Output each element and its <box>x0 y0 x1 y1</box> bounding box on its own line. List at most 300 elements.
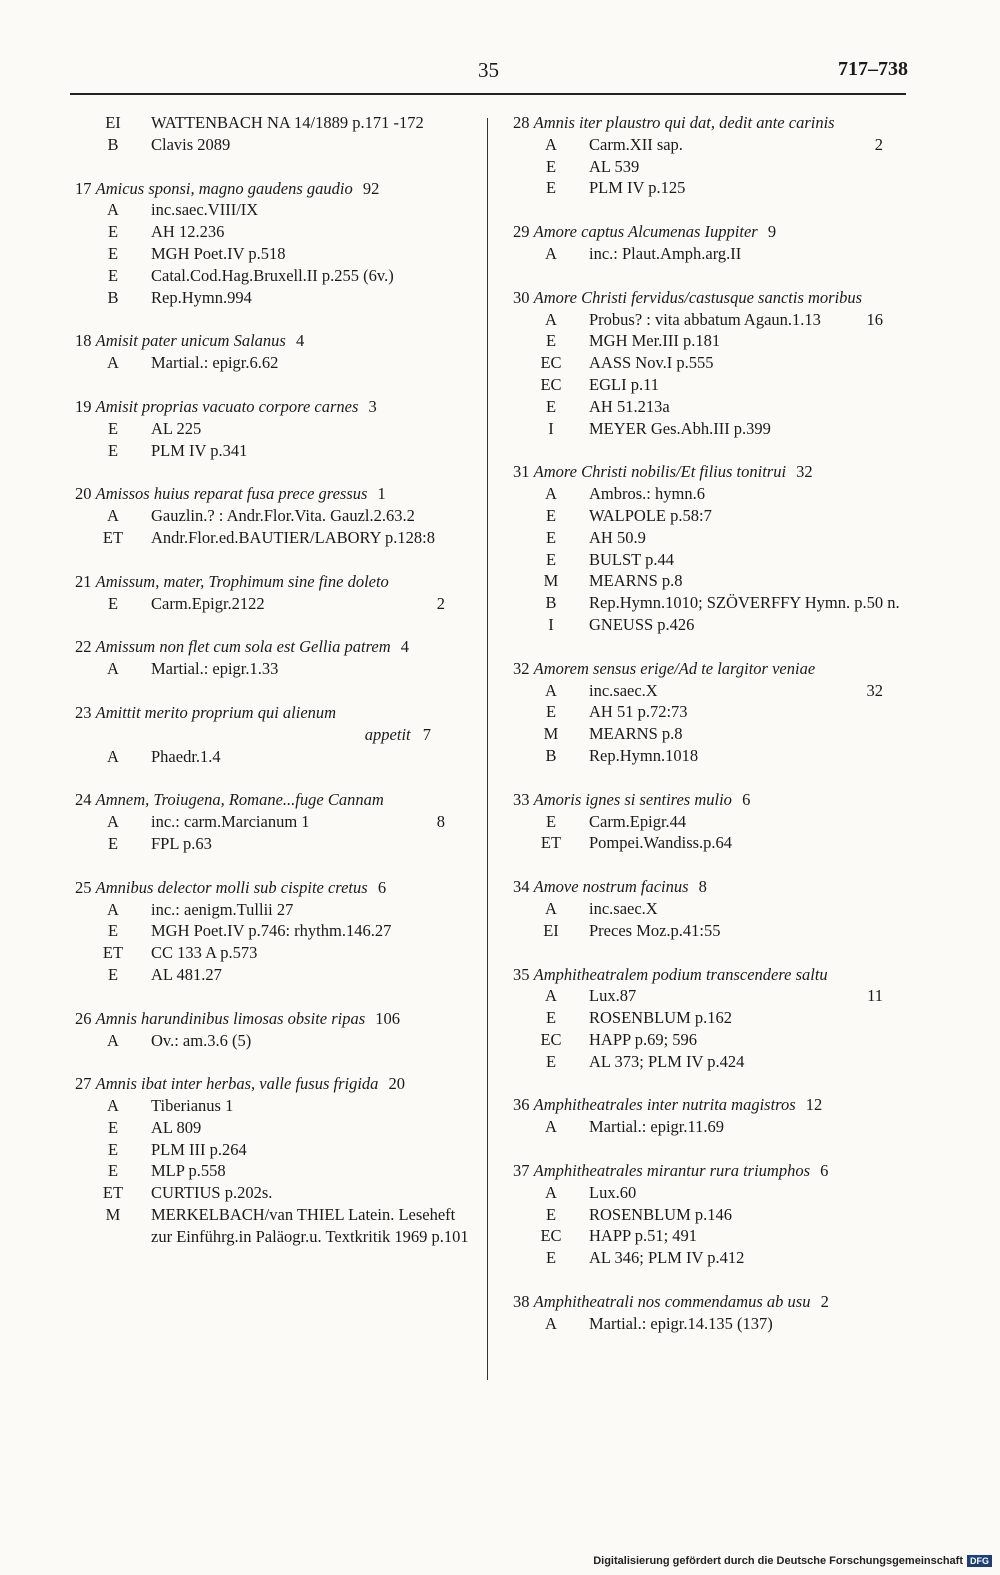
verse-count: 2 <box>874 134 883 154</box>
reference-row <box>513 330 913 352</box>
reference-row <box>513 898 913 920</box>
entry-incipit: Amphitheatrales inter nutrita magistros <box>533 1095 796 1115</box>
reference-row <box>513 614 913 636</box>
reference-row <box>513 832 913 854</box>
entry-number: 25 <box>75 877 92 897</box>
reference-row <box>513 1225 913 1247</box>
source-code: A <box>545 680 557 700</box>
entry-incipit: Amisit proprias vacuato corpore carnes <box>95 396 359 416</box>
entry-incipit: Amphitheatrali nos commendamus ab usu <box>533 1292 811 1312</box>
index-entry <box>513 964 913 1073</box>
entry-number: 26 <box>75 1008 92 1028</box>
reference-text: AL 539 <box>589 156 640 176</box>
entry-heading <box>75 178 475 200</box>
header-rule <box>70 93 906 95</box>
index-entry <box>513 1160 913 1269</box>
entry-heading <box>75 571 475 593</box>
entry-number: 18 <box>75 331 92 351</box>
entry-heading <box>513 221 913 243</box>
dfg-logo: DFG <box>967 1555 992 1567</box>
source-code: E <box>545 178 557 198</box>
entry-incipit: Amicus sponsi, magno gaudens gaudio <box>95 178 353 198</box>
verse-count: 92 <box>362 178 380 198</box>
reference-text: AH 51 p.72:73 <box>589 702 688 722</box>
entry-heading <box>75 789 475 811</box>
source-code: A <box>545 898 557 918</box>
reference-text: inc.: Plaut.Amph.arg.II <box>589 243 742 263</box>
entry-number: 24 <box>75 790 92 810</box>
reference-text: Clavis 2089 <box>151 134 231 154</box>
reference-text: inc.saec.X <box>589 680 658 700</box>
reference-text: inc.: carm.Marcianum 1 <box>151 812 310 832</box>
entry-number: 30 <box>513 287 530 307</box>
verse-count: 2 <box>436 593 445 613</box>
verse-count: 2 <box>820 1292 829 1312</box>
reference-text: ROSENBLUM p.162 <box>589 1008 733 1028</box>
index-entry <box>75 178 475 309</box>
source-code: A <box>545 1313 557 1333</box>
reference-text: Tiberianus 1 <box>151 1096 234 1116</box>
reference-text: MEYER Ges.Abh.III p.399 <box>589 418 771 438</box>
index-entry <box>75 1073 475 1247</box>
reference-text: Catal.Cod.Hag.Bruxell.II p.255 (6v.) <box>151 265 394 285</box>
reference-text: AL 225 <box>151 418 202 438</box>
reference-row <box>75 134 475 156</box>
source-code: E <box>545 396 557 416</box>
source-code: A <box>107 746 119 766</box>
entry-heading <box>513 789 913 811</box>
entry-heading <box>513 964 913 986</box>
reference-text: GNEUSS p.426 <box>589 614 695 634</box>
reference-row <box>75 199 475 221</box>
entry-incipit: Amissum, mater, Trophimum sine fine doleto <box>95 571 389 591</box>
entry-number: 17 <box>75 178 92 198</box>
source-code: ET <box>102 943 124 963</box>
reference-row <box>75 1160 475 1182</box>
index-entry <box>75 636 475 680</box>
source-code: E <box>545 702 557 722</box>
verse-count: 32 <box>796 462 813 482</box>
reference-row <box>513 549 913 571</box>
entry-number: 34 <box>513 877 530 897</box>
source-code: A <box>545 309 557 329</box>
reference-row <box>513 418 913 440</box>
entry-incipit: Amisit pater unicum Salanus <box>95 331 286 351</box>
reference-row <box>75 1182 475 1204</box>
reference-row <box>513 1313 913 1335</box>
entry-heading <box>513 1094 913 1116</box>
source-code: M <box>543 724 559 744</box>
reference-text: MGH Poet.IV p.746: rhythm.146.27 <box>151 921 392 941</box>
reference-text: AH 12.236 <box>151 222 225 242</box>
entry-heading <box>75 483 475 505</box>
reference-row <box>75 1095 475 1117</box>
source-code: E <box>545 1248 557 1268</box>
entry-heading <box>75 330 475 352</box>
verse-count: 8 <box>698 877 707 897</box>
reference-text: Probus? : vita abbatum Agaun.1.13 <box>589 309 821 329</box>
index-entry <box>75 330 475 374</box>
source-code: E <box>107 593 119 613</box>
reference-row <box>75 505 475 527</box>
reference-text: Martial.: epigr.6.62 <box>151 353 279 373</box>
source-code: E <box>107 921 119 941</box>
verse-count: 9 <box>767 222 777 242</box>
source-code: EC <box>540 1226 562 1246</box>
reference-row <box>75 418 475 440</box>
index-entry <box>513 789 913 854</box>
reference-row <box>75 964 475 986</box>
reference-text: Andr.Flor.ed.BAUTIER/LABORY p.128:8 <box>151 527 436 547</box>
index-entry <box>75 571 475 615</box>
entry-number: 38 <box>513 1292 530 1312</box>
reference-text: BULST p.44 <box>589 549 674 569</box>
source-code: E <box>107 1117 119 1137</box>
reference-text: AL 373; PLM IV p.424 <box>589 1051 745 1071</box>
source-code: EC <box>540 353 562 373</box>
reference-row <box>75 833 475 855</box>
source-code: A <box>107 659 119 679</box>
index-entry <box>75 396 475 461</box>
reference-text: HAPP p.69; 596 <box>589 1029 698 1049</box>
reference-row <box>513 985 913 1007</box>
reference-row <box>513 177 913 199</box>
reference-text: AASS Nov.I p.555 <box>589 353 714 373</box>
source-code: ET <box>102 527 124 547</box>
reference-row <box>513 1007 913 1029</box>
reference-text: MGH Mer.III p.181 <box>589 331 721 351</box>
source-code: EC <box>540 374 562 394</box>
reference-text: Martial.: epigr.11.69 <box>589 1117 725 1137</box>
reference-text: WATTENBACH NA 14/1889 p.171 -172 <box>151 113 424 132</box>
footer-text: Digitalisierung gefördert durch die Deutsche Forschungsgemeinschaft <box>593 1555 963 1567</box>
entry-incipit: Amnis ibat inter herbas, valle fusus frigida <box>95 1074 379 1094</box>
verse-count: 8 <box>436 812 445 832</box>
entry-incipit: Amnem, Troiugena, Romane...fuge Cannam <box>95 790 384 810</box>
reference-text: inc.saec.X <box>589 898 658 918</box>
reference-text: Ov.: am.3.6 (5) <box>151 1030 252 1050</box>
source-code: E <box>107 440 119 460</box>
entry-heading <box>513 658 913 680</box>
reference-text: Carm.Epigr.2122 <box>151 593 265 613</box>
entry-incipit: Amove nostrum facinus <box>533 877 689 897</box>
entry-heading <box>75 702 475 724</box>
source-code: A <box>107 899 119 919</box>
verse-count: 3 <box>368 396 377 416</box>
source-code: ET <box>540 833 562 853</box>
reference-row <box>75 658 475 680</box>
reference-row <box>513 483 913 505</box>
source-code: E <box>545 1051 557 1071</box>
reference-text: PLM IV p.125 <box>589 178 686 198</box>
reference-row <box>513 1051 913 1073</box>
reference-row <box>513 811 913 833</box>
reference-row <box>75 811 475 833</box>
reference-text: PLM IV p.341 <box>151 440 248 460</box>
entry-incipit: Amphitheatralem podium transcendere saltu <box>533 964 828 984</box>
source-code: E <box>107 964 119 984</box>
index-entry <box>75 1008 475 1052</box>
entry-incipit: Amorem sensus erige/Ad te largitor veniae <box>533 658 816 678</box>
reference-text: Lux.87 <box>589 986 637 1006</box>
verse-count: 16 <box>866 309 883 329</box>
reference-row <box>75 527 475 549</box>
index-entry <box>513 221 913 265</box>
reference-row <box>75 1030 475 1052</box>
source-code: E <box>107 1161 119 1181</box>
source-code: B <box>545 745 557 765</box>
reference-row <box>513 920 913 942</box>
reference-row <box>513 570 913 592</box>
entry-number: 36 <box>513 1095 530 1115</box>
entry-number: 29 <box>513 222 530 242</box>
source-code: A <box>107 1096 119 1116</box>
reference-row <box>75 942 475 964</box>
reference-text: Rep.Hymn.1010; SZÖVERFFY Hymn. p.50 n. <box>589 593 900 613</box>
entry-incipit: Amittit merito proprium qui alienum <box>95 702 337 722</box>
source-code: A <box>545 986 557 1006</box>
reference-row <box>513 374 913 396</box>
entry-incipit: Amissum non flet cum sola est Gellia patrem <box>95 637 391 657</box>
left-column <box>75 112 475 1270</box>
source-code: I <box>548 614 554 634</box>
source-code: B <box>107 287 119 307</box>
entry-number: 21 <box>75 571 92 591</box>
source-code: A <box>107 1030 119 1050</box>
source-code: E <box>545 811 557 831</box>
verse-count: 20 <box>388 1074 406 1094</box>
entry-incipit: Amnis iter plaustro qui dat, dedit ante carinis <box>533 113 835 132</box>
source-code: B <box>545 593 557 613</box>
source-code: E <box>107 1139 119 1159</box>
index-entry <box>513 112 913 199</box>
reference-text: Preces Moz.p.41:55 <box>589 920 721 940</box>
entry-heading <box>513 287 913 309</box>
verse-count: 1 <box>377 484 386 504</box>
reference-text: Ambros.: hymn.6 <box>589 484 705 504</box>
verse-count: 6 <box>820 1161 829 1181</box>
reference-row <box>75 1204 475 1248</box>
reference-row <box>513 1116 913 1138</box>
reference-row <box>513 352 913 374</box>
entry-heading <box>513 876 913 898</box>
reference-text: CURTIUS p.202s. <box>151 1183 273 1203</box>
entry-number: 33 <box>513 789 530 809</box>
index-entry <box>513 876 913 941</box>
source-code: E <box>545 527 557 547</box>
reference-row <box>513 243 913 265</box>
reference-text: CC 133 A p.573 <box>151 943 258 963</box>
reference-text: MGH Poet.IV p.518 <box>151 243 286 263</box>
source-code: ET <box>102 1183 124 1203</box>
entry-heading <box>75 1008 475 1030</box>
reference-text: PLM III p.264 <box>151 1139 247 1159</box>
reference-text: AL 809 <box>151 1117 202 1137</box>
reference-text: HAPP p.51; 491 <box>589 1226 698 1246</box>
reference-text: AL 346; PLM IV p.412 <box>589 1248 745 1268</box>
reference-row <box>513 527 913 549</box>
source-code: A <box>545 1182 557 1202</box>
source-code: A <box>107 200 119 220</box>
reference-text: Pompei.Wandiss.p.64 <box>589 833 733 853</box>
reference-row <box>513 1182 913 1204</box>
reference-row <box>75 746 475 768</box>
source-code: E <box>107 418 119 438</box>
source-code: E <box>545 1204 557 1224</box>
reference-row <box>75 112 475 134</box>
index-entry <box>75 483 475 548</box>
source-code: E <box>545 156 557 176</box>
entry-heading <box>513 1160 913 1182</box>
reference-row <box>513 396 913 418</box>
entry-heading <box>513 1291 913 1313</box>
reference-row <box>513 156 913 178</box>
entry-incipit: Amissos huius reparat fusa prece gressus <box>95 484 368 504</box>
entry-number: 22 <box>75 637 92 657</box>
entry-incipit: Amore Christi fervidus/castusque sanctis moribus <box>533 287 863 307</box>
incipit-continuation: appetit <box>364 724 411 744</box>
entry-heading <box>75 636 475 658</box>
entry-heading <box>75 1073 475 1095</box>
entry-number: 35 <box>513 964 530 984</box>
reference-text: Lux.60 <box>589 1182 637 1202</box>
reference-row <box>75 352 475 374</box>
reference-text: Carm.Epigr.44 <box>589 811 687 831</box>
source-code: I <box>548 418 554 438</box>
reference-row <box>513 680 913 702</box>
source-code: A <box>545 1117 557 1137</box>
source-code: E <box>545 331 557 351</box>
reference-row <box>75 920 475 942</box>
source-code: E <box>107 265 119 285</box>
reference-text: Martial.: epigr.14.135 (137) <box>589 1313 773 1333</box>
source-code: EC <box>540 1029 562 1049</box>
index-entry <box>75 112 475 156</box>
index-entry <box>513 658 913 767</box>
entry-number: 19 <box>75 396 92 416</box>
verse-count: 6 <box>377 877 387 897</box>
verse-count: 4 <box>295 331 305 351</box>
source-code: A <box>545 243 557 263</box>
reference-text: inc.: aenigm.Tullii 27 <box>151 899 294 919</box>
entry-incipit: Amnibus delector molli sub cispite cretus <box>95 877 368 897</box>
right-column <box>513 112 913 1357</box>
entry-incipit: Amnis harundinibus limosas obsite ripas <box>95 1008 366 1028</box>
source-code: B <box>107 134 119 154</box>
index-entry <box>75 877 475 986</box>
reference-row <box>513 134 913 156</box>
source-code: E <box>545 549 557 569</box>
reference-text: Martial.: epigr.1.33 <box>151 659 279 679</box>
reference-text: WALPOLE p.58:7 <box>589 505 712 525</box>
source-code: E <box>107 222 119 242</box>
reference-text: MERKELBACH/van THIEL Latein. Leseheft zur Einführg.in Paläogr.u. Textkritik 1969 p.101 <box>151 1205 469 1246</box>
index-entry <box>75 789 475 854</box>
entry-heading <box>75 396 475 418</box>
entry-number: 27 <box>75 1074 92 1094</box>
reference-text: MEARNS p.8 <box>589 571 683 591</box>
entry-incipit: Amore captus Alcumenas Iuppiter <box>533 222 758 242</box>
reference-row <box>513 505 913 527</box>
reference-row <box>513 592 913 614</box>
reference-row <box>75 265 475 287</box>
reference-row <box>75 1139 475 1161</box>
source-code: M <box>543 571 559 591</box>
entry-incipit: Amoris ignes si sentires mulio <box>533 789 732 809</box>
entry-incipit: Amphitheatrales mirantur rura triumphos <box>533 1161 811 1181</box>
verse-count: 32 <box>866 680 883 700</box>
source-code: E <box>107 833 119 853</box>
reference-row <box>75 287 475 309</box>
reference-row <box>75 1117 475 1139</box>
page-header <box>0 58 1000 88</box>
reference-row <box>513 701 913 723</box>
reference-text: inc.saec.VIII/IX <box>151 200 259 220</box>
index-entry <box>513 1291 913 1335</box>
reference-row <box>513 745 913 767</box>
source-code: A <box>107 506 119 526</box>
source-code: M <box>105 1205 121 1225</box>
page-number: 35 <box>478 58 499 82</box>
entry-number: 20 <box>75 484 92 504</box>
reference-text: MLP p.558 <box>151 1161 226 1181</box>
source-code: A <box>107 812 119 832</box>
entry-heading-continuation <box>75 724 475 746</box>
reference-text: Carm.XII sap. <box>589 134 683 154</box>
reference-row <box>513 1029 913 1051</box>
reference-text: Phaedr.1.4 <box>151 746 221 766</box>
reference-row <box>75 243 475 265</box>
index-entry <box>75 702 475 767</box>
reference-row <box>513 723 913 745</box>
reference-row <box>75 593 475 615</box>
reference-text: Rep.Hymn.1018 <box>589 745 699 765</box>
reference-row <box>513 1204 913 1226</box>
entry-incipit: Amore Christi nobilis/Et filius tonitrui <box>533 462 787 482</box>
reference-row <box>513 309 913 331</box>
source-code: EI <box>543 920 559 940</box>
source-code: E <box>107 243 119 263</box>
source-code: E <box>545 1008 557 1028</box>
verse-count: 4 <box>400 637 409 657</box>
reference-text: AH 51.213a <box>589 396 670 416</box>
entry-heading <box>75 877 475 899</box>
footer-credit <box>593 1555 992 1567</box>
entry-range: 717–738 <box>838 58 908 80</box>
source-code: EI <box>105 113 121 132</box>
reference-row <box>75 899 475 921</box>
verse-count: 12 <box>805 1095 823 1115</box>
verse-count: 6 <box>742 789 751 809</box>
source-code: A <box>545 484 557 504</box>
reference-text: Gauzlin.? : Andr.Flor.Vita. Gauzl.2.63.2 <box>151 506 415 526</box>
reference-text: MEARNS p.8 <box>589 724 683 744</box>
reference-row <box>513 1247 913 1269</box>
index-entry <box>513 461 913 635</box>
verse-count: 11 <box>867 986 883 1006</box>
source-code: A <box>107 353 119 373</box>
reference-text: FPL p.63 <box>151 833 212 853</box>
reference-row <box>75 440 475 462</box>
index-entry <box>513 287 913 440</box>
column-divider <box>487 118 488 1380</box>
source-code: A <box>545 134 557 154</box>
entry-heading <box>513 461 913 483</box>
entry-number: 28 <box>513 113 530 132</box>
entry-number: 31 <box>513 462 530 482</box>
entry-number: 32 <box>513 658 530 678</box>
verse-count: 7 <box>422 724 431 744</box>
